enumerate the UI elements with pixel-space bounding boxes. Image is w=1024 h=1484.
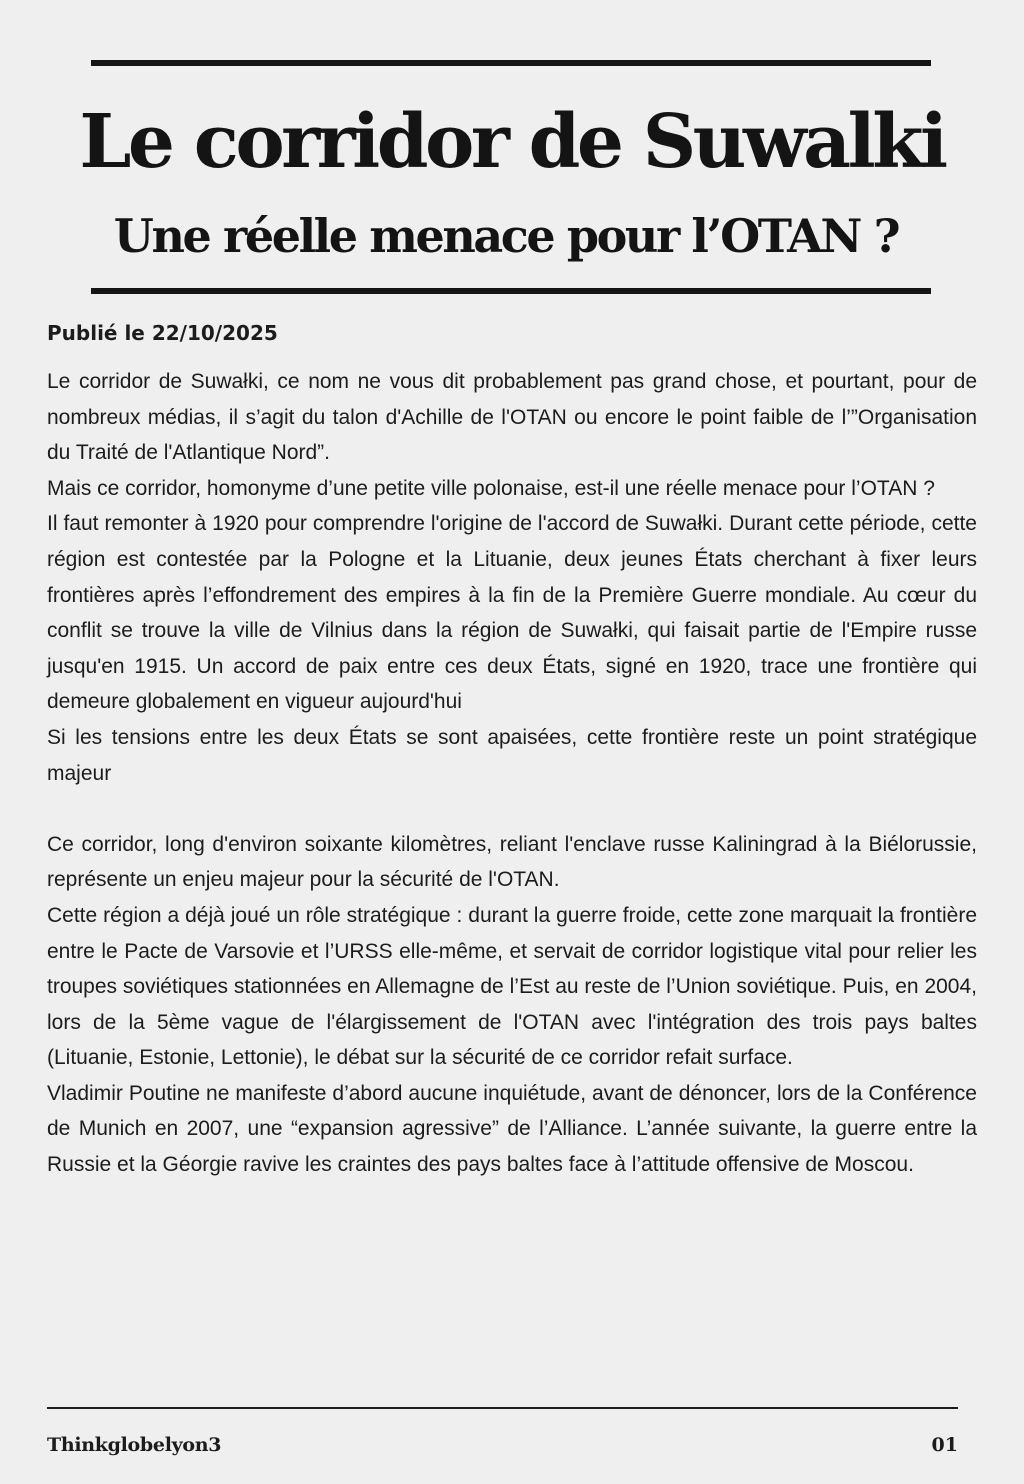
paragraph-spacer	[47, 791, 977, 827]
article-paragraph-3: Il faut remonter à 1920 pour comprendre l'origine de l'accord de Suwałki. Durant cette période, cette région est contestée par la Pologne et la Lituanie, deux jeunes États cherchant à fixer leurs frontières après l’effondrement des empires à la fin de la Première Guerre mondiale. Au cœur du conflit se trouve la ville de Vilnius dans la région de Suwałki, qui faisait partie de l'Empire russe jusqu'en 1915. Un accord de paix entre ces deux États, signé en 1920, trace une frontière qui demeure globalement en vigueur aujourd'hui	[47, 512, 977, 714]
article-title: Le corridor de Suwalki	[79, 99, 945, 185]
footer-divider	[47, 1407, 958, 1409]
header-bottom-rule	[91, 288, 931, 294]
article-paragraph-5: Ce corridor, long d'environ soixante kilomètres, reliant l'enclave russe Kaliningrad à la Biélorussie, représente un enjeu majeur pour la sécurité de l'OTAN.	[47, 832, 977, 892]
article-paragraph-6: Cette région a déjà joué un rôle stratégique : durant la guerre froide, cette zone marquait la frontière entre le Pacte de Varsovie et l’URSS elle-même, et servait de corridor logistique vital pour relier les troupes soviétiques stationnées en Allemagne de l’Est au reste de l’Union soviétique. Puis, en 2004, lors de la 5ème vague de l'élargissement de l'OTAN avec l'intégration des trois pays baltes (Lituanie, Estonie, Lettonie), le débat sur la sécurité de ce corridor refait surface.	[47, 903, 977, 1070]
article-paragraph-2: Mais ce corridor, homonyme d’une petite ville polonaise, est-il une réelle menace pour l’OTAN ?	[47, 476, 935, 500]
article-paragraph-1: Le corridor de Suwałki, ce nom ne vous dit probablement pas grand chose, et pourtant, pour de nombreux médias, il s’agit du talon d'Achille de l'OTAN ou encore le point faible de l’”Organisation du Traité de l'Atlantique Nord”.	[47, 370, 977, 465]
article-paragraph-7: Vladimir Poutine ne manifeste d’abord aucune inquiétude, avant de dénoncer, lors de la Conférence de Munich en 2007, une “expansion agressive” de l’Alliance. L’année suivante, la guerre entre la Russie et la Géorgie ravive les craintes des pays baltes face à l’attitude offensive de Moscou.	[47, 1081, 977, 1177]
footer-brand: Thinkglobelyon3	[47, 1434, 222, 1456]
article-body	[47, 364, 977, 1183]
article-paragraph-4: Si les tensions entre les deux États se sont apaisées, cette frontière reste un point stratégique majeur	[47, 725, 977, 785]
article-subtitle: Une réelle menace pour l’OTAN ?	[113, 209, 899, 263]
page-number: 01	[931, 1434, 958, 1456]
header-top-rule	[91, 60, 931, 66]
publication-date: Publié le 22/10/2025	[47, 321, 278, 345]
